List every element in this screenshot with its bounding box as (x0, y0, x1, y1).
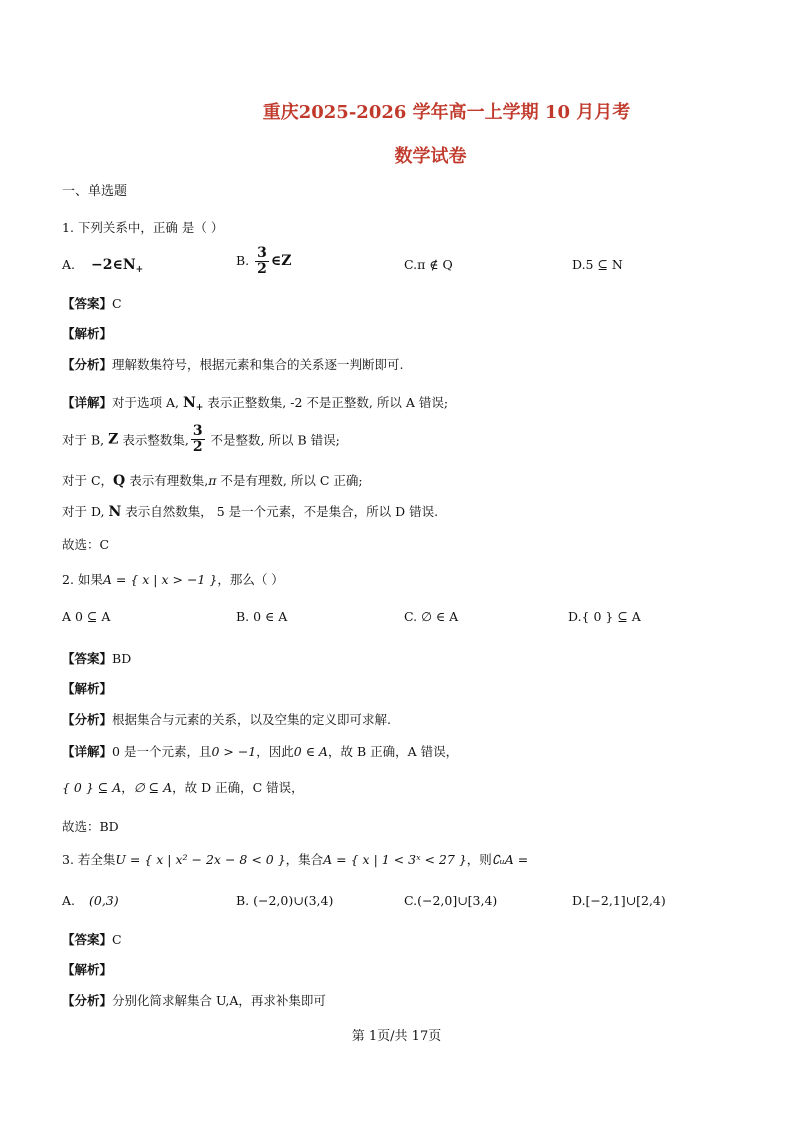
q1-option-a-math: −2∈N (91, 257, 136, 273)
q2-detail1-pre: 0 是一个元素，且 (112, 744, 212, 759)
q3-analysis-tag: 【解析】 (62, 962, 113, 977)
q2-detail2-post: ，故 D 正确，C 错误， (172, 780, 304, 795)
q3-stem-math3: ∁ᵤA = (491, 852, 529, 867)
q3-option-a-label: A. (62, 893, 76, 908)
q2-stem-math: A = { x | x > −1 } (102, 572, 218, 587)
q1-fenxi-text: 理解数集符号，根据元素和集合的关系逐一判断即可. (112, 357, 404, 372)
q1-option-b-fraction: $\frac{3}{2}$ (257, 245, 267, 277)
q1-detail4-sym: N (108, 504, 122, 520)
q3-answer (62, 930, 122, 948)
q2-fenxi-tag: 【分析】 (62, 712, 113, 727)
q3-stem-math2: A = { x | 1 < 3ˣ < 27 } (323, 852, 467, 867)
q3-stem-post: ，则 (466, 852, 492, 867)
q1-answer-tag: 【答案】 (62, 296, 113, 311)
q1-option-b-rest: ∈Z (270, 253, 292, 269)
q1-detail2-fraction: $\frac{3}{2}$ (192, 423, 203, 455)
q1-detail1-pre: 对于选项 A, (112, 395, 179, 410)
q1-option-b (236, 246, 292, 277)
q2-option-d: D.{ 0 } ⊆ A (568, 609, 641, 624)
q1-option-c: C.π ∉ Q (404, 257, 453, 272)
doc-title: 重庆2025-2026 学年高一上学期 10 月月考 (262, 102, 631, 123)
q1-detail4-pre: 对于 D, (62, 504, 105, 519)
q2-answer-tag: 【答案】 (62, 651, 113, 666)
q3-stem-pre: 3. 若全集 (62, 852, 116, 867)
q1-detail1-sym: N (182, 395, 196, 411)
q3-fenxi (62, 991, 326, 1009)
q1-answer-value: C (112, 296, 122, 311)
q2-stem (62, 570, 284, 588)
q3-option-d: D.[−2,1]∪[2,4) (572, 893, 666, 908)
q2-detail1-math2: 0 ∈ A (293, 744, 328, 759)
q1-detail3-pi: π (208, 473, 217, 488)
q3-option-a-math: (0,3) (89, 893, 119, 908)
q1-option-a-sub: + (135, 265, 144, 275)
q2-answer-value: BD (112, 651, 132, 666)
q1-fenxi-tag: 【分析】 (62, 357, 113, 372)
q1-detail3-sym: Q (113, 473, 126, 489)
q1-detail3-mid: 表示有理数集, (125, 473, 209, 488)
q2-answer (62, 649, 131, 667)
section-heading: 一、单选题 (62, 184, 128, 199)
doc-subtitle: 数学试卷 (394, 146, 467, 167)
q2-option-a: A 0 ⊆ A (62, 609, 111, 624)
q2-analysis-tag: 【解析】 (62, 681, 113, 696)
q2-stem-post: ，那么（ ） (217, 572, 284, 587)
q1-detail3-pre: 对于 C， (62, 473, 114, 488)
q2-detail1-mid: ，因此 (256, 744, 294, 759)
q2-detail1-post: ，故 B 正确，A 错误， (327, 744, 459, 759)
q2-detail-line2 (62, 778, 304, 796)
q3-answer-tag: 【答案】 (62, 932, 113, 947)
q3-fenxi-text: 分别化简求解集合 U,A，再求补集即可 (112, 993, 326, 1008)
q1-detail1-post: 表示正整数集, -2 不是正整数, 所以 A 错误; (203, 395, 449, 410)
q2-detail2-math: { 0 } ⊆ A (62, 780, 122, 795)
q2-fenxi (62, 710, 391, 728)
q1-detail2-sym: Z (108, 431, 119, 448)
q1-detail-line2 (62, 424, 340, 455)
q2-conclusion: 故选：BD (62, 819, 119, 834)
q3-stem (62, 850, 528, 868)
q1-detail1-sub: + (195, 403, 204, 413)
q2-stem-pre: 2. 如果 (62, 572, 103, 587)
q1-option-b-label: B. (236, 253, 250, 268)
q3-stem-mid: ，集合 (285, 852, 324, 867)
q3-stem-math1: U = { x | x² − 2x − 8 < 0 } (115, 852, 286, 867)
q3-option-c: C.(−2,0]∪[3,4) (404, 893, 498, 908)
page-footer: 第 1页/共 17页 (351, 1029, 442, 1044)
q1-detail-line1 (62, 393, 448, 413)
q1-analysis-tag: 【解析】 (62, 326, 113, 341)
q1-detail3-post: 不是有理数, 所以 C 正确; (216, 473, 363, 488)
q3-answer-value: C (112, 932, 122, 947)
q1-fenxi (62, 355, 404, 373)
q1-detail-tag: 【详解】 (62, 395, 113, 410)
q2-fenxi-text: 根据集合与元素的关系，以及空集的定义即可求解. (112, 712, 391, 727)
q1-conclusion: 故选：C (62, 537, 110, 552)
q2-detail-tag: 【详解】 (62, 744, 113, 759)
q1-detail2-mid: 表示整数集, (118, 432, 189, 448)
q3-option-a (62, 893, 119, 908)
q3-fenxi-tag: 【分析】 (62, 993, 113, 1008)
q2-option-b: B. 0 ∈ A (236, 609, 288, 624)
q2-detail1-math: 0 > −1 (211, 744, 257, 759)
q1-detail-line3 (62, 471, 363, 489)
q1-option-d: D.5 ⊆ N (572, 257, 623, 272)
q1-option-a (62, 257, 143, 275)
q1-detail4-post: 表示自然数集， 5 是一个元素，不是集合，所以 D 错误. (121, 504, 439, 519)
q2-option-c: C. ∅ ∈ A (404, 609, 459, 624)
q2-detail2-math2: ∅ ⊆ A (133, 780, 173, 795)
q1-detail2-post: 不是整数, 所以 B 错误; (206, 432, 340, 448)
q2-detail-line1 (62, 742, 458, 760)
q1-detail2-pre: 对于 B, (62, 432, 105, 448)
q1-option-a-label: A. (62, 257, 76, 272)
q2-detail2-mid: ， (121, 780, 134, 795)
q3-option-b: B. (−2,0)∪(3,4) (236, 893, 334, 908)
q1-answer (62, 294, 122, 312)
q1-stem: 1. 下列关系中，正确 是（ ） (62, 220, 224, 235)
q1-detail-line4 (62, 502, 438, 520)
